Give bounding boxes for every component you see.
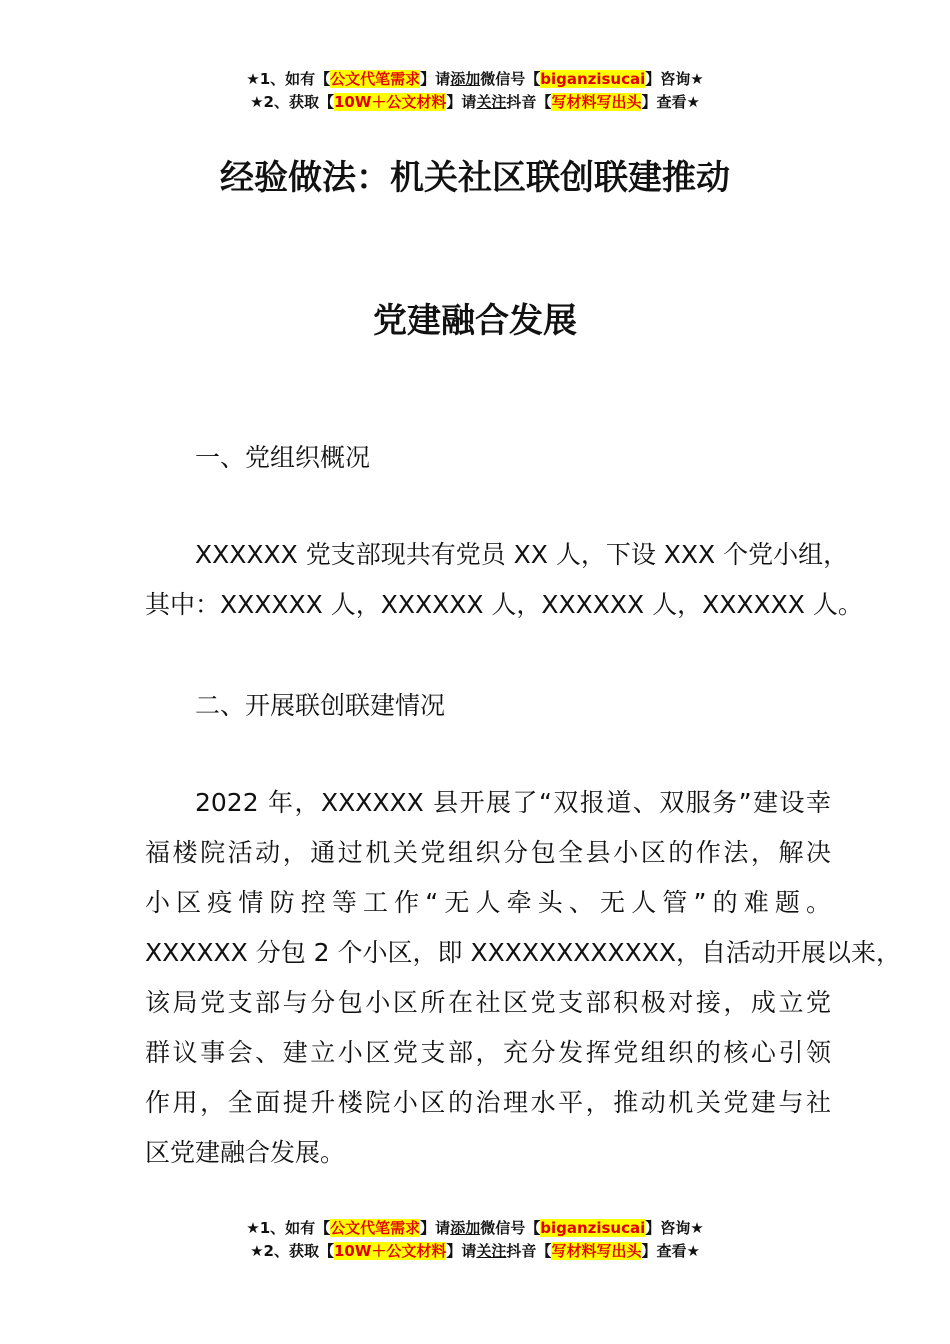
banner-text: 微信号【 xyxy=(480,1219,541,1237)
banner-text: 抖音【 xyxy=(506,93,552,111)
banner-text: 】请 xyxy=(420,1219,451,1237)
underlined-action: 关注 xyxy=(476,93,507,111)
paragraph-line: 作用，全面提升楼院小区的治理水平，推动机关党建与社 xyxy=(145,1088,831,1117)
document-title-line-2: 党建融合发展 xyxy=(373,301,577,341)
paragraph-line: 2022 年，XXXXXX 县开展了“双报道、双服务”建设幸 xyxy=(195,788,831,817)
highlight-douyin-id: 写材料写出头 xyxy=(551,1242,642,1260)
paragraph-line: 区党建融合发展。 xyxy=(145,1138,346,1167)
banner-text: 抖音【 xyxy=(506,1242,552,1260)
section-paragraph-overview xyxy=(145,530,863,630)
header-banner xyxy=(0,68,950,114)
paragraph-line: 小区疫情防控等工作“无人牵头、无人管”的难题。 xyxy=(145,888,831,917)
highlight-wechat-id: biganzisucai xyxy=(540,70,646,88)
footer-banner xyxy=(0,1217,950,1263)
highlight-service: 公文代笔需求 xyxy=(330,1219,421,1237)
banner-line-2 xyxy=(0,1240,950,1263)
paragraph-line: 其中：XXXXXX 人，XXXXXX 人，XXXXXX 人，XXXXXX 人。 xyxy=(145,590,863,619)
banner-text: ★2、获取【 xyxy=(250,1242,334,1260)
section-heading-overview: 一、党组织概况 xyxy=(195,443,371,472)
banner-line-1 xyxy=(0,68,950,91)
banner-text: ★1、如有【 xyxy=(246,1219,331,1237)
banner-text: 】请 xyxy=(446,93,477,111)
section-paragraph-activities xyxy=(145,778,901,1178)
banner-text: 】查看★ xyxy=(641,93,700,111)
banner-text: ★2、获取【 xyxy=(250,93,334,111)
highlight-douyin-id: 写材料写出头 xyxy=(551,93,642,111)
paragraph-line: 该局党支部与分包小区所在社区党支部积极对接，成立党 xyxy=(145,988,831,1017)
highlight-materials: 10W＋公文材料 xyxy=(333,93,447,111)
banner-text: 】请 xyxy=(420,70,451,88)
paragraph-line: XXXXXX 分包 2 个小区，即 XXXXXXXXXXXX，自活动开展以来， xyxy=(145,938,901,967)
underlined-action: 添加 xyxy=(450,70,481,88)
banner-text: ★1、如有【 xyxy=(246,70,331,88)
paragraph-line: 福楼院活动，通过机关党组织分包全县小区的作法，解决 xyxy=(145,838,831,867)
paragraph-line: XXXXXX 党支部现共有党员 XX 人，下设 XXX 个党小组， xyxy=(195,540,849,569)
banner-text: 】咨询★ xyxy=(645,70,704,88)
paragraph-line: 群议事会、建立小区党支部，充分发挥党组织的核心引领 xyxy=(145,1038,831,1067)
banner-text: 】查看★ xyxy=(641,1242,700,1260)
underlined-action: 添加 xyxy=(450,1219,481,1237)
highlight-service: 公文代笔需求 xyxy=(330,70,421,88)
section-heading-activities: 二、开展联创联建情况 xyxy=(195,691,446,720)
banner-line-2 xyxy=(0,91,950,114)
banner-text: 微信号【 xyxy=(480,70,541,88)
banner-text: 】请 xyxy=(446,1242,477,1260)
highlight-wechat-id: biganzisucai xyxy=(540,1219,646,1237)
banner-line-1 xyxy=(0,1217,950,1240)
document-title-line-1: 经验做法：机关社区联创联建推动 xyxy=(220,158,730,198)
banner-text: 】咨询★ xyxy=(645,1219,704,1237)
highlight-materials: 10W＋公文材料 xyxy=(333,1242,447,1260)
underlined-action: 关注 xyxy=(476,1242,507,1260)
